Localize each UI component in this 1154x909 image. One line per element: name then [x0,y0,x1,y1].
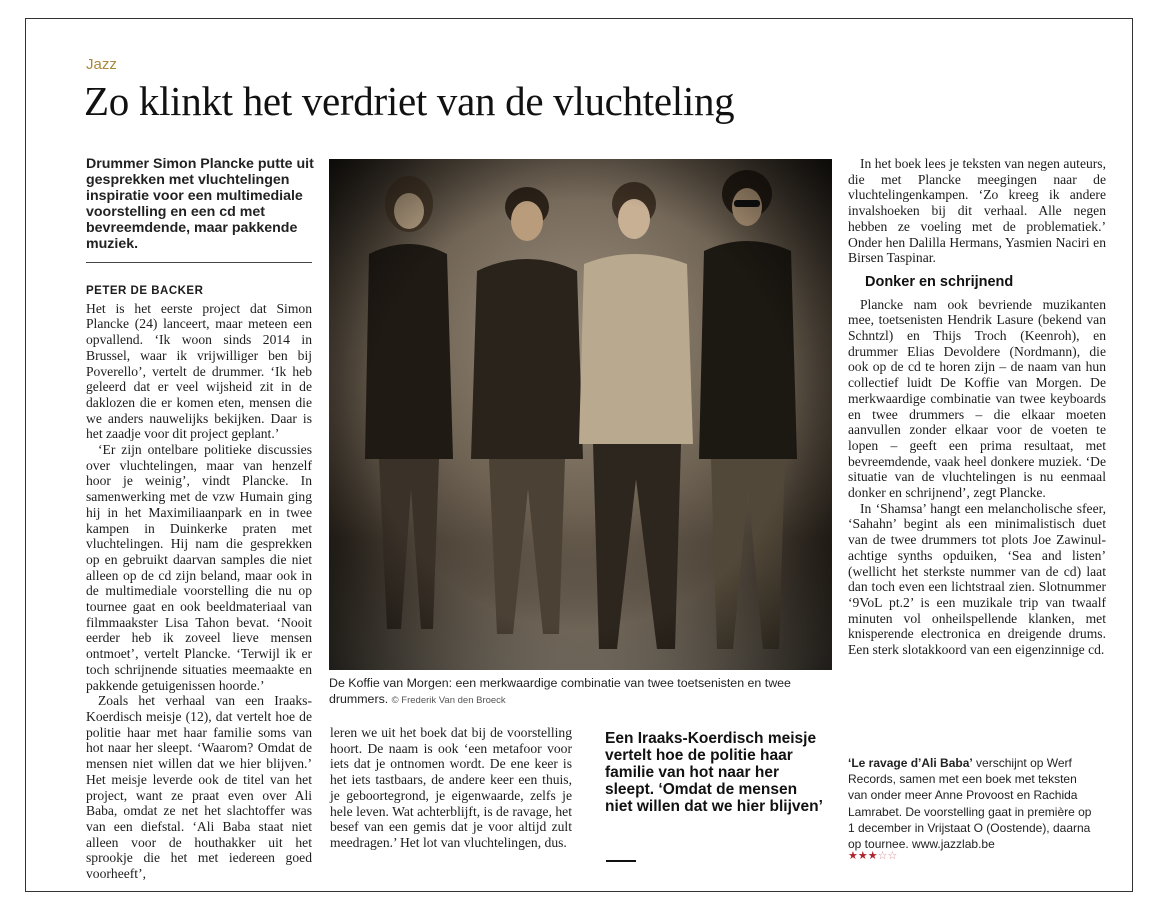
paragraph: In het boek lees je teksten van negen auteurs, die met Plancke meegingen naar de vluchtelingenkampen. ‘Zo kreeg ik andere invalshoeken bij dit verhaal. Alle negen hebben ze voeling met de problematiek.’ Onder hen Dalilla Hermans, Yasmien Naciri en Birsen Taspinar. [848,156,1106,266]
star-filled-icon: ★ [848,849,858,862]
caption-text: De Koffie van Morgen: een merkwaardige combinatie van twee toetsenisten en twee drummers. [329,676,791,706]
paragraph: Zoals het verhaal van een Iraaks-Koerdisch meisje (12), dat vertelt hoe de politie haar met haar familie soms van hot naar her sleept. ‘Waarom? Omdat de mensen niet willen dat we hier blijven.’ Het meisje leverde ook de titel van het project, want ze praat even over Ali Baba, omdat ze net het slachtoffer was van een diefstal. ‘Ali Baba staat niet alleen voor de houthakker uit het sprookje die het met iedereen goed voorheeft’, [86,693,312,882]
newspaper-page [25,18,1133,892]
info-box [848,755,1098,852]
quote-divider [606,860,636,862]
paragraph: In ‘Shamsa’ hangt een melancholische sfeer, ‘Sahahn’ begint als een minimalistisch duet van de twee drummers tot plots Joe Zawinul-achtige synths opduiken, ‘Sea and listen’ (wellicht het sterkste nummer van de cd) laat dan toch even een lichtstraal zien. Slotnummer ‘9VoL pt.2’ is een muzikale trip van twaalf minuten vol onheilspellende klanken, met knisperende electronica en dreigende drums. Een sterk slotakkoord van een eigenzinnige cd. [848,500,1106,658]
info-box-text: verschijnt op Werf Records, samen met een boek met teksten van onder meer Anne Provoost en Rachida Lamrabet. De voorstelling gaat in première op 1 december in Vrijstaat O (Oostende), daarna op tournee. www.jazzlab.be [848,756,1092,852]
intro-divider [86,262,312,263]
section-label: Jazz [86,56,117,73]
column-2 [330,725,572,851]
photo-credit: © Frederik Van den Broeck [391,695,506,706]
paragraph: Het is het eerste project dat Simon Plancke (24) lanceert, maar meteen een opvallend. ‘Ik woon sinds 2014 in Brussel, waar ik vrijwilliger ben bij Poverello’, vertelt de drummer. ‘Ik heb geleerd dat er veel wijsheid zit in de daklozen die er komen eten, mensen die we anders nauwelijks bekijken. Daar is het zaadje voor dit project geplant.’ [86,300,312,442]
info-box-title: ‘Le ravage d’Ali Baba’ [848,756,973,770]
headline: Zo klinkt het verdriet van de vluchteling [84,78,735,124]
star-filled-icon: ★ [857,849,868,862]
band-photo [329,159,832,670]
paragraph: leren we uit het boek dat bij de voorstelling hoort. De naam is ook ‘een metafoor voor iets dat je ontnomen wordt. De ene keer is het iets tastbaars, de andere keer een thuis, je geboortegrond, je eigenwaarde, zelfs je hele leven. Wat achterblijft, is de ravage, het besef van een gemis dat je voor altijd zult meedragen.’ Het lot van vluchtelingen, dus. [330,725,572,850]
byline: PETER DE BACKER [86,285,204,297]
star-empty-icon: ☆ [887,849,898,862]
photo-caption [329,675,832,709]
star-empty-icon: ☆ [877,849,888,862]
intro-lead: Drummer Simon Plancke putte uit gesprekken met vluchtelingen inspiratie voor een multimediale voorstelling en een cd met bevreemdende, maar pakkende muziek. [86,156,314,252]
paragraph: ‘Er zijn ontelbare politieke discussies over vluchtelingen, maar van henzelf hoor je weinig’, vindt Plancke. In samenwerking met de vzw Humain ging hij in het Maximiliaanpark en in twee kampen in Duinkerke praten met vluchtelingen. Hij nam die gesprekken op en gebruikt daarvan samples die niet alleen op de cd zijn beland, maar ook in de multimediale voorstelling die nu op tournee gaat en ook beeldmateriaal van filmmaakster Lisa Tahon bevat. ‘Nooit eerder heb ik zoveel lieve mensen ontmoet’, vertelt Plancke. ‘Terwijl ik er toch schrijnende situaties meemaakte en pakkende getuigenissen hoorde.’ [86,442,312,693]
rating-stars [848,849,897,862]
subheading: Donker en schrijnend [865,273,1014,290]
paragraph: Plancke nam ook bevriende muzikanten mee, toetsenisten Hendrik Lasure (bekend van Schntzl) en Thijs Troch (Keenroh), en drummer Elias Devoldere (Nordmann), die ook op de cd te horen zijn – de naam van hun collectief luidt De Koffie van Morgen. De merkwaardige combinatie van twee keyboards en twee drummers – die elkaar moeten aanvullen zonder elkaar voor de voeten te lopen – geeft een prima resultaat, met bevreemdende, vaak heel donkere muziek. ‘De situatie van de vluchtelingen is nu eenmaal donker en schrijnend’, zegt Plancke. [848,296,1106,501]
star-filled-icon: ★ [867,849,878,862]
pull-quote: Een Iraaks-Koerdisch meisje vertelt hoe de politie haar familie van hot naar her sleept. ‘Omdat de mensen niet willen dat we hier blijven’ [605,730,823,815]
column-1 [86,284,312,882]
column-4 [848,156,1106,658]
